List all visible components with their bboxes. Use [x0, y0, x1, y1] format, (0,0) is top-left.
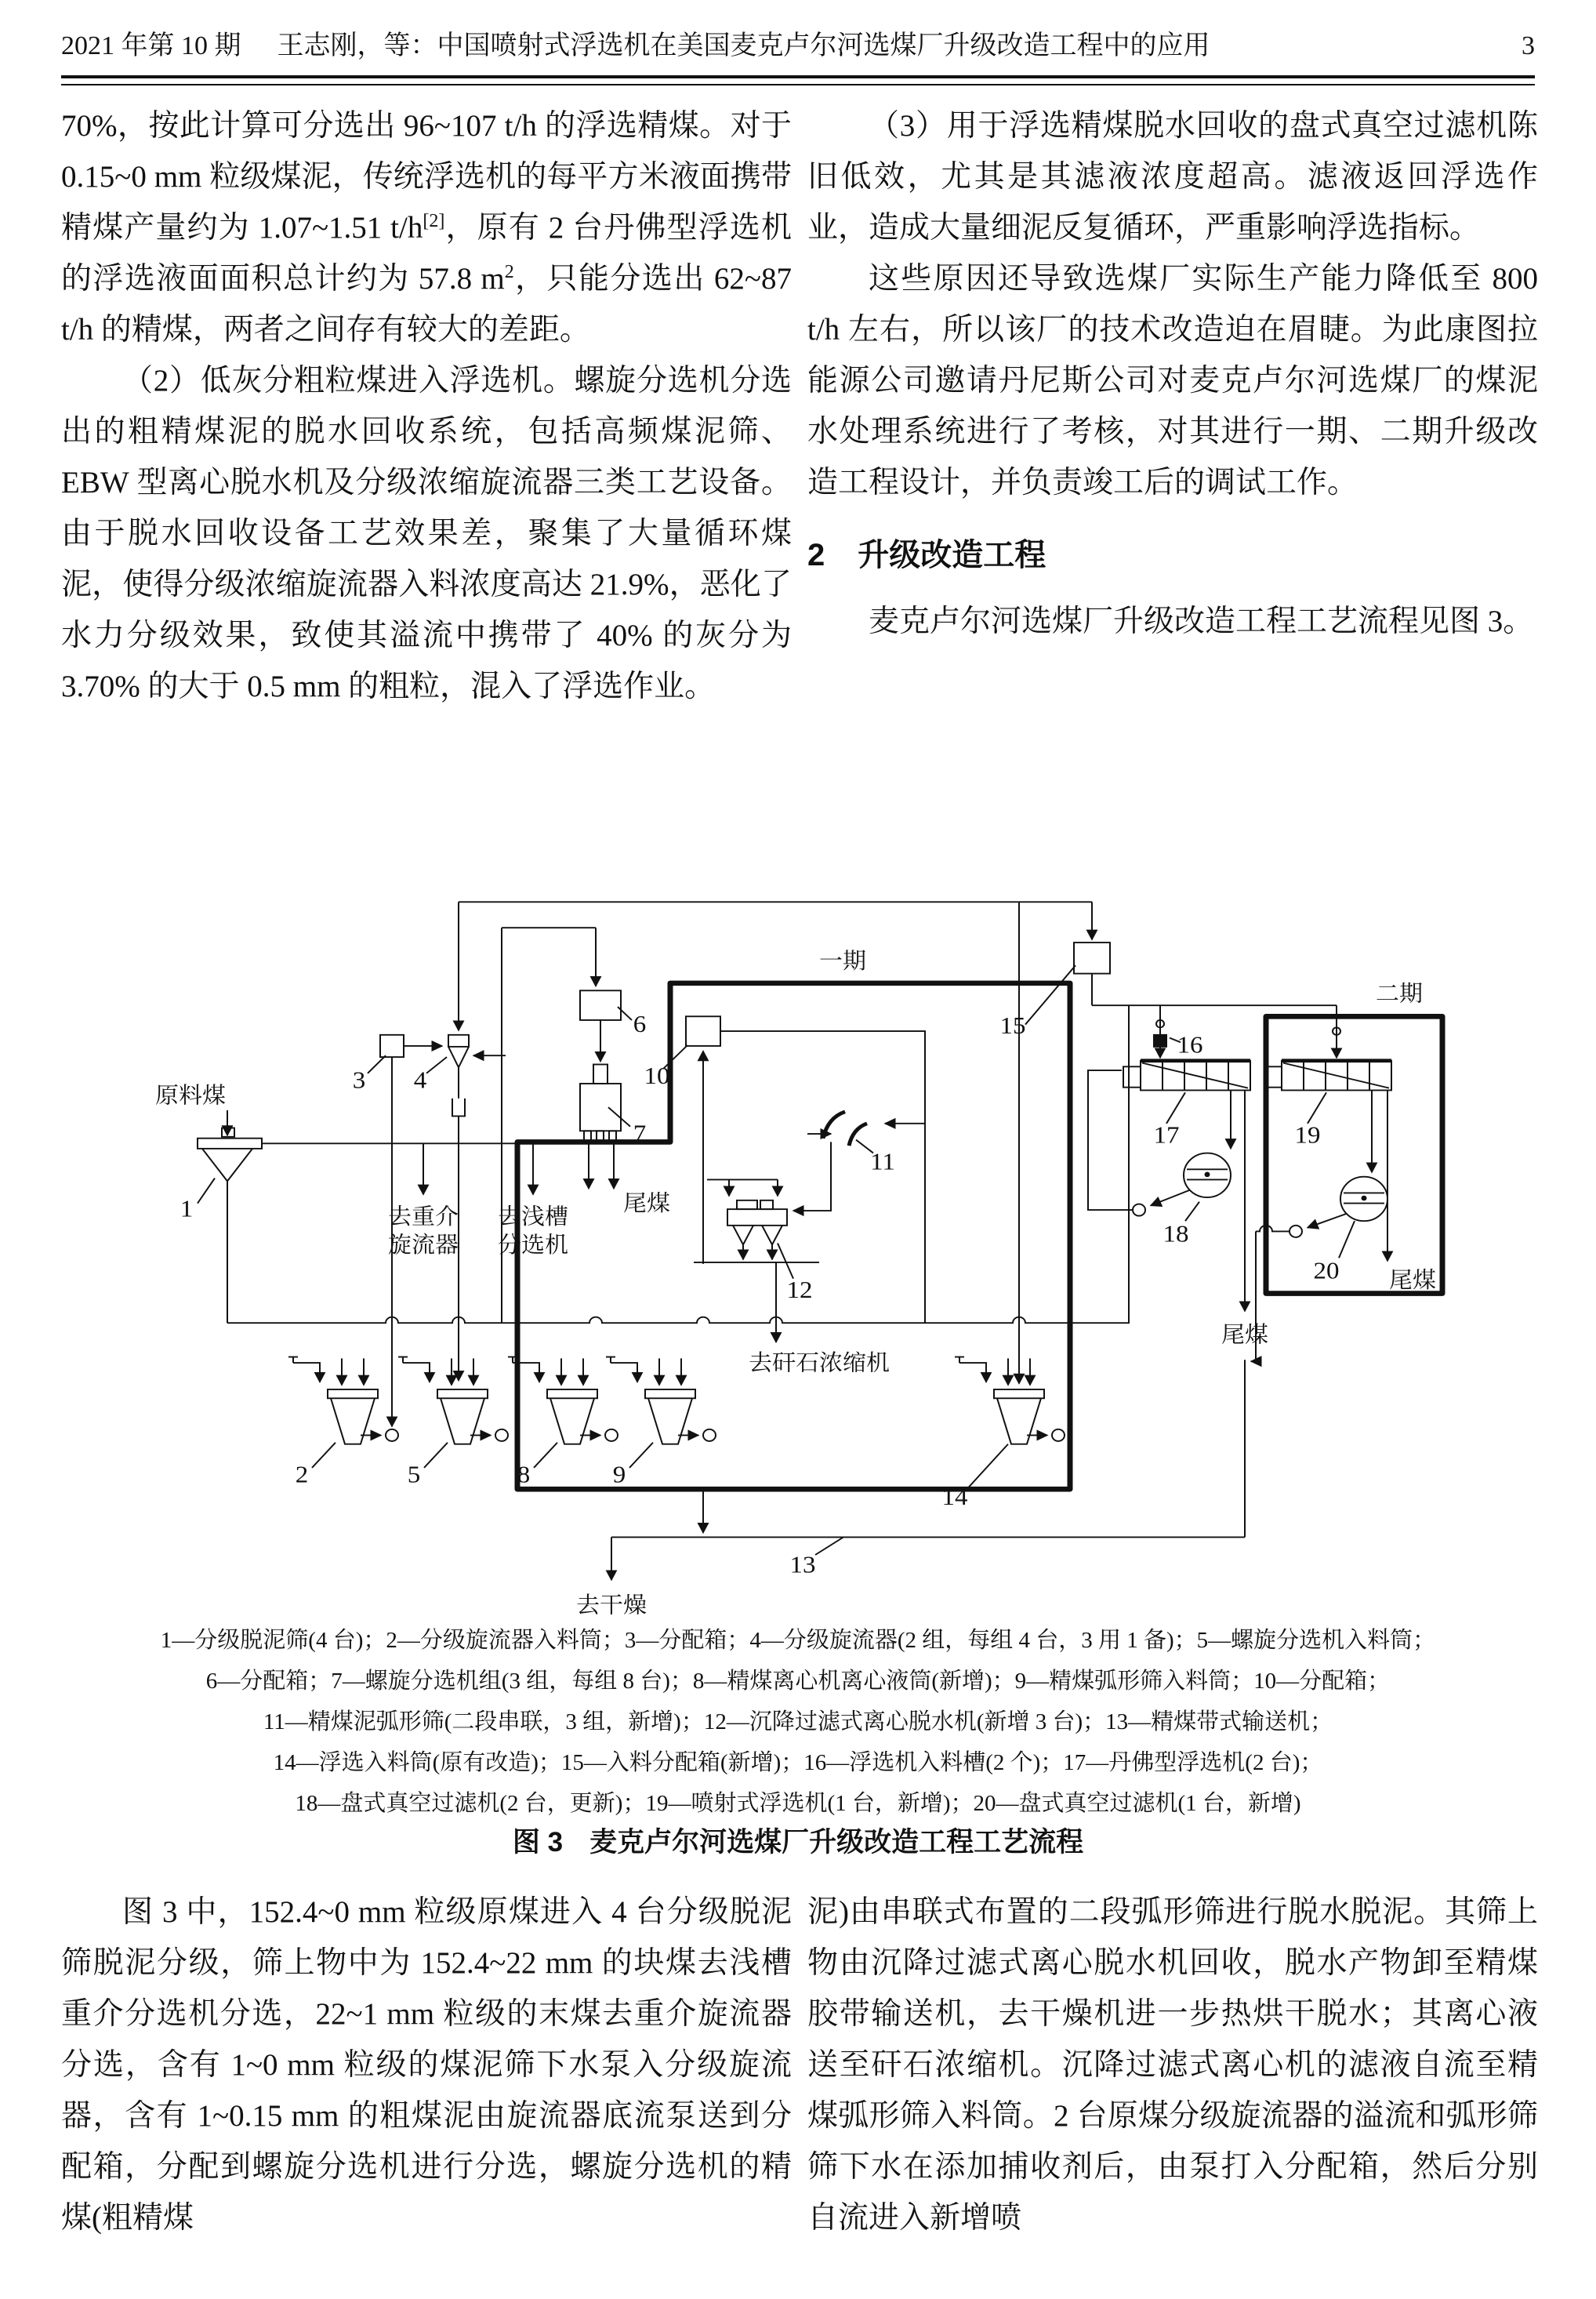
label-raw-coal: 原料煤 [155, 1084, 226, 1109]
figure-title [0, 1821, 1596, 1860]
figure-caption-legend [31, 1620, 1565, 1824]
paragraph-item-3: （3）用于浮选精煤脱水回收的盘式真空过滤机陈旧低效，尤其是其滤液浓度超高。滤液返回浮选作业，造成大量细泥反复循环，严重影响浮选指标。 [807, 109, 1538, 245]
num-1-deslime-screen: 1 [180, 1194, 194, 1222]
page-header [61, 24, 1535, 62]
caption-line: 11—精煤泥弧形筛(二段串联，3 组，新增)；12—沉降过滤式离心脱水机(新增 3 台)；13—精煤带式输送机； [263, 1709, 1333, 1734]
label-tailings-phase2: 尾煤 [1389, 1268, 1436, 1293]
right-column-bottom [807, 1887, 1538, 2243]
header-rule [61, 75, 1535, 85]
flow-lines [198, 902, 1391, 1580]
figure-title-text: 麦克卢尔河选煤厂升级改造工程工艺流程 [589, 1827, 1084, 1858]
num-10-distribution-box: 10 [644, 1061, 670, 1089]
label-to-gangue-thickener: 去矸石浓缩机 [749, 1351, 890, 1376]
num-6-distribution-box: 6 [633, 1009, 647, 1037]
label-phase2: 二期 [1376, 982, 1423, 1007]
paragraph-item-2: （2）低灰分粗粒煤进入浮选机。螺旋分选机分选出的粗精煤泥的脱水回收系统，包括高频煤泥筛、EBW 型离心脱水机及分级浓缩旋流器三类工艺设备。由于脱水回收设备工艺效果差，聚集了大量循环煤泥，使得分级浓缩旋流器入料浓度高达 21.9%，恶化了水力分级效果，致使其溢流中携带了 40% 的灰分为 3.70% 的大于 0.5 mm 的粗粒，混入了浮选作业。 [61, 364, 792, 703]
page-number: 3 [1522, 31, 1535, 60]
section-number: 2 [807, 538, 825, 572]
num-2-cyclone-feed-sump: 2 [295, 1460, 309, 1488]
num-9-sieve-feed-sump: 9 [612, 1460, 626, 1488]
section-heading [807, 535, 1538, 576]
label-to-trough-1: 去浅槽 [498, 1204, 568, 1229]
left-column-top [61, 100, 792, 712]
equipment-numbers [180, 1010, 1340, 1578]
label-to-dm-cyclone-2: 旋流器 [388, 1233, 459, 1258]
journal-issue: 2021 年第 10 期 [61, 31, 241, 60]
caption-line: 18—盘式真空过滤机(2 台，更新)；19—喷射式浮选机(1 台，新增)；20—盘式真空过滤机(1 台，新增) [295, 1791, 1301, 1816]
num-18-disc-vacuum-filter: 18 [1163, 1219, 1189, 1248]
label-to-drying: 去干燥 [576, 1593, 647, 1618]
num-11-arc-screen: 11 [870, 1147, 895, 1175]
num-14-flotation-feed-sump: 14 [941, 1482, 968, 1510]
left-column-bottom [61, 1887, 792, 2243]
caption-line: 6—分配箱；7—螺旋分选机组(3 组，每组 8 台)；8—精煤离心机离心液筒(新增)；9—精煤弧形筛入料筒；10—分配箱； [205, 1669, 1391, 1694]
paragraph-causes: 这些原因还导致选煤厂实际生产能力降低至 800 t/h 左右，所以该厂的技术改造迫在眉睫。为此康图拉能源公司邀请丹尼斯公司对麦克卢尔河选煤厂的煤泥水处理系统进行了考核，对其进行一期、二期升级改造工程设计，并负责竣工后的调试工作。 [807, 262, 1538, 499]
num-16-flotation-feed-trough: 16 [1177, 1030, 1203, 1059]
num-5-spiral-feed-sump: 5 [407, 1460, 421, 1488]
num-4-classifying-cyclone: 4 [413, 1066, 427, 1094]
text-run: ，只能分选出 62~87 t/h 的精煤，两者之间存有较大的差距。 [61, 262, 792, 347]
reference-superscript: [2] [423, 211, 445, 231]
squared-superscript: 2 [504, 262, 514, 282]
caption-line: 14—浮选入料筒(原有改造)；15—入料分配箱(新增)；16—浮选机入料槽(2 个)；17—丹佛型浮选机(2 台)； [273, 1750, 1323, 1775]
phase2-outline [1266, 1016, 1442, 1293]
paragraph-figure-description-cont: 泥)由串联式布置的二段弧形筛进行脱水脱泥。其筛上物由沉降过滤式离心脱水机回收，脱水产物卸至精煤胶带输送机，去干燥机进一步热烘干脱水；其离心液送至矸石浓缩机。沉降过滤式离心机的滤液自流至精煤弧形筛入料筒。2 台原煤分级旋流器的溢流和弧形筛筛下水在添加捕收剂后，由泵打入分配箱，然后分别自流进入新增喷 [807, 1895, 1538, 2235]
running-title: 王志刚，等：中国喷射式浮选机在美国麦克卢尔河选煤厂升级改造工程中的应用 [277, 31, 1210, 60]
paragraph-figure-ref: 麦克卢尔河选煤厂升级改造工程工艺流程见图 3。 [869, 605, 1534, 638]
num-3-distribution-box: 3 [352, 1066, 366, 1094]
flow-diagram-svg [110, 880, 1521, 1618]
num-17-denver-flotation: 17 [1153, 1120, 1180, 1149]
text-run: 70%，按此计算可分选出 96~107 t/h 的浮选精煤。对于 0.15~0 mm 粒级煤泥，传统浮选机的每平方米液面携带精煤产量约为 1.07~1.51 t/h [61, 109, 792, 245]
num-20-disc-vacuum-filter: 20 [1313, 1256, 1340, 1284]
label-to-trough-2: 分选机 [498, 1233, 568, 1258]
text-run: ，原有 2 台丹佛型浮选机的浮选液面面积总计约为 57.8 m [61, 211, 792, 296]
right-column-top [807, 100, 1538, 647]
label-tailings-phase1: 尾煤 [1221, 1323, 1268, 1348]
num-13-belt-conveyor: 13 [789, 1550, 816, 1578]
figure-3-flow-diagram [110, 880, 1521, 1618]
label-tailings-spirals: 尾煤 [623, 1191, 670, 1216]
label-to-dm-cyclone-1: 去重介 [388, 1204, 459, 1229]
num-19-jet-flotation: 19 [1294, 1120, 1321, 1149]
caption-line: 1—分级脱泥筛(4 台)；2—分级旋流器入料筒；3—分配箱；4—分级旋流器(2 组，每组 4 台，3 用 1 备)；5—螺旋分选机入料筒； [160, 1628, 1436, 1653]
paragraph-continuation [61, 100, 792, 355]
paragraph-figure-description: 图 3 中，152.4~0 mm 粒级原煤进入 4 台分级脱泥筛脱泥分级，筛上物中为 152.4~22 mm 的块煤去浅槽重介分选机分选，22~1 mm 粒级的末煤去重介旋流器分选，含有 1~0 mm 粒级的煤泥筛下水泵入分级旋流器，含有 1~0.15 mm 的粗煤泥由旋流器底流泵送到分配箱，分配到螺旋分选机进行分选，螺旋分选机的精煤(粗精煤 [61, 1895, 792, 2235]
section-title: 升级改造工程 [858, 538, 1046, 572]
num-7-spiral-group: 7 [633, 1119, 647, 1147]
num-12-screenbowl-centrifuge: 12 [786, 1276, 813, 1303]
num-15-feed-distribution-box: 15 [999, 1011, 1026, 1039]
figure-title-number: 图 3 [512, 1827, 564, 1858]
num-8-centrate-sump: 8 [517, 1460, 531, 1488]
label-phase1: 一期 [819, 949, 866, 974]
